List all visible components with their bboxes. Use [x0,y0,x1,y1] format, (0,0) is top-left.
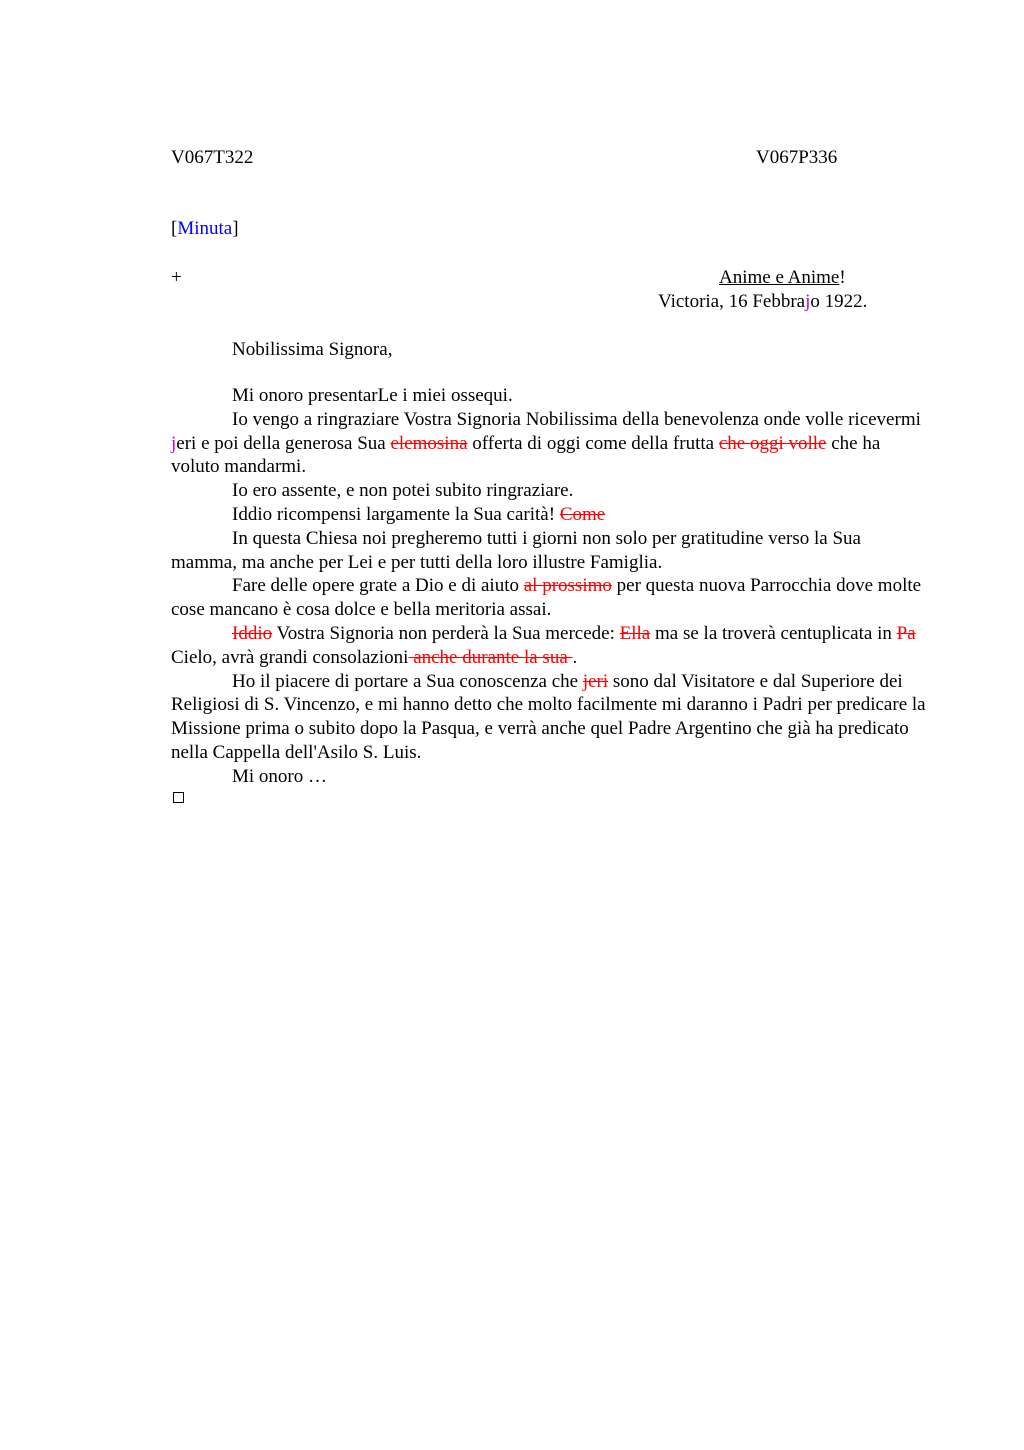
p2-text-d: che ha voluto mandarmi. [171,432,881,478]
paragraph-2 [171,408,931,479]
p7-text-a: Vostra Signoria non perderà la Sua mercede: [272,622,620,644]
p7-text-d: . [572,646,578,668]
p2-text-a: Io vengo a ringraziare Vostra Signoria Nobilissima della benevolenza onde volle ricevermi [232,408,921,430]
paragraph-8 [171,670,931,765]
end-box-icon [173,792,184,803]
p2-deletion-1: elemosina [390,432,468,454]
paragraph-7 [171,622,931,670]
p7-deletion-1: Iddio [232,622,273,644]
minuta-close-bracket: ] [232,218,239,239]
dateline-insertion: j [805,291,811,312]
minuta-open-bracket: [ [171,218,178,239]
p2-insertion: j [171,432,177,454]
dateline-post: o 1922. [810,291,868,312]
document-code-left: V067T322 [171,147,254,168]
p2-text-c: offerta di oggi come della frutta [467,432,719,454]
p7-text-c: Cielo, avrà grandi consolazioni [171,646,409,668]
salutation: Nobilissima Signora, [232,339,393,360]
paragraph-9: Mi onoro … [232,765,327,787]
p2-text-b: eri e poi della generosa Sua [176,432,391,454]
motto-text: Anime e Anime [719,267,840,288]
p4-text-a: Iddio ricompensi largamente la Sua carità! [232,503,560,525]
p7-deletion-3: Pa [896,622,916,644]
motto [719,266,846,290]
p7-text-b: ma se la troverà centuplicata in [650,622,897,644]
dateline [658,290,867,314]
p4-deletion-1: Come [559,503,606,525]
dateline-pre: Victoria, 16 Febbra [658,291,806,312]
document-code-right: V067P336 [756,147,838,168]
p8-deletion-1: jeri [582,670,609,692]
p6-text-a: Fare delle opere grate a Dio e di aiuto [232,575,524,597]
paragraph-4 [171,503,931,527]
paragraph-6 [171,574,931,622]
minuta-label [171,217,239,241]
p6-text-b: per questa nuova Parrocchia dove molte cose mancano è cosa dolce e bella meritoria assai. [171,575,922,621]
p7-deletion-4: anche durante la sua [408,646,573,668]
letter-body [171,384,931,789]
paragraph-3: Io ero assente, e non potei subito ringraziare. [232,480,574,502]
p8-text-b: sono dal Visitatore e dal Superiore dei Religiosi di S. Vincenzo, e mi hanno detto che molto facilmente mi daranno i Padri per predicare la Missione prima o subito dopo la Pasqua, e verrà anche quel Padre Argentino che già ha predicato nella Cappella dell'Asilo S. Luis. [171,670,926,763]
paragraph-5: In questa Chiesa noi pregheremo tutti i giorni non solo per gratitudine verso la Sua mamma, ma anche per Lei e per tutti della loro illustre Famiglia. [171,527,861,573]
cross-mark: + [171,267,182,288]
p7-deletion-2: Ella [619,622,651,644]
motto-end: ! [839,267,846,288]
p2-deletion-2: che oggi volle [718,432,827,454]
paragraph-1: Mi onoro presentarLe i miei ossequi. [232,385,513,406]
p6-deletion-1: al prossimo [523,575,612,597]
p8-text-a: Ho il piacere di portare a Sua conoscenza che [232,670,583,692]
minuta-text: Minuta [177,218,233,239]
